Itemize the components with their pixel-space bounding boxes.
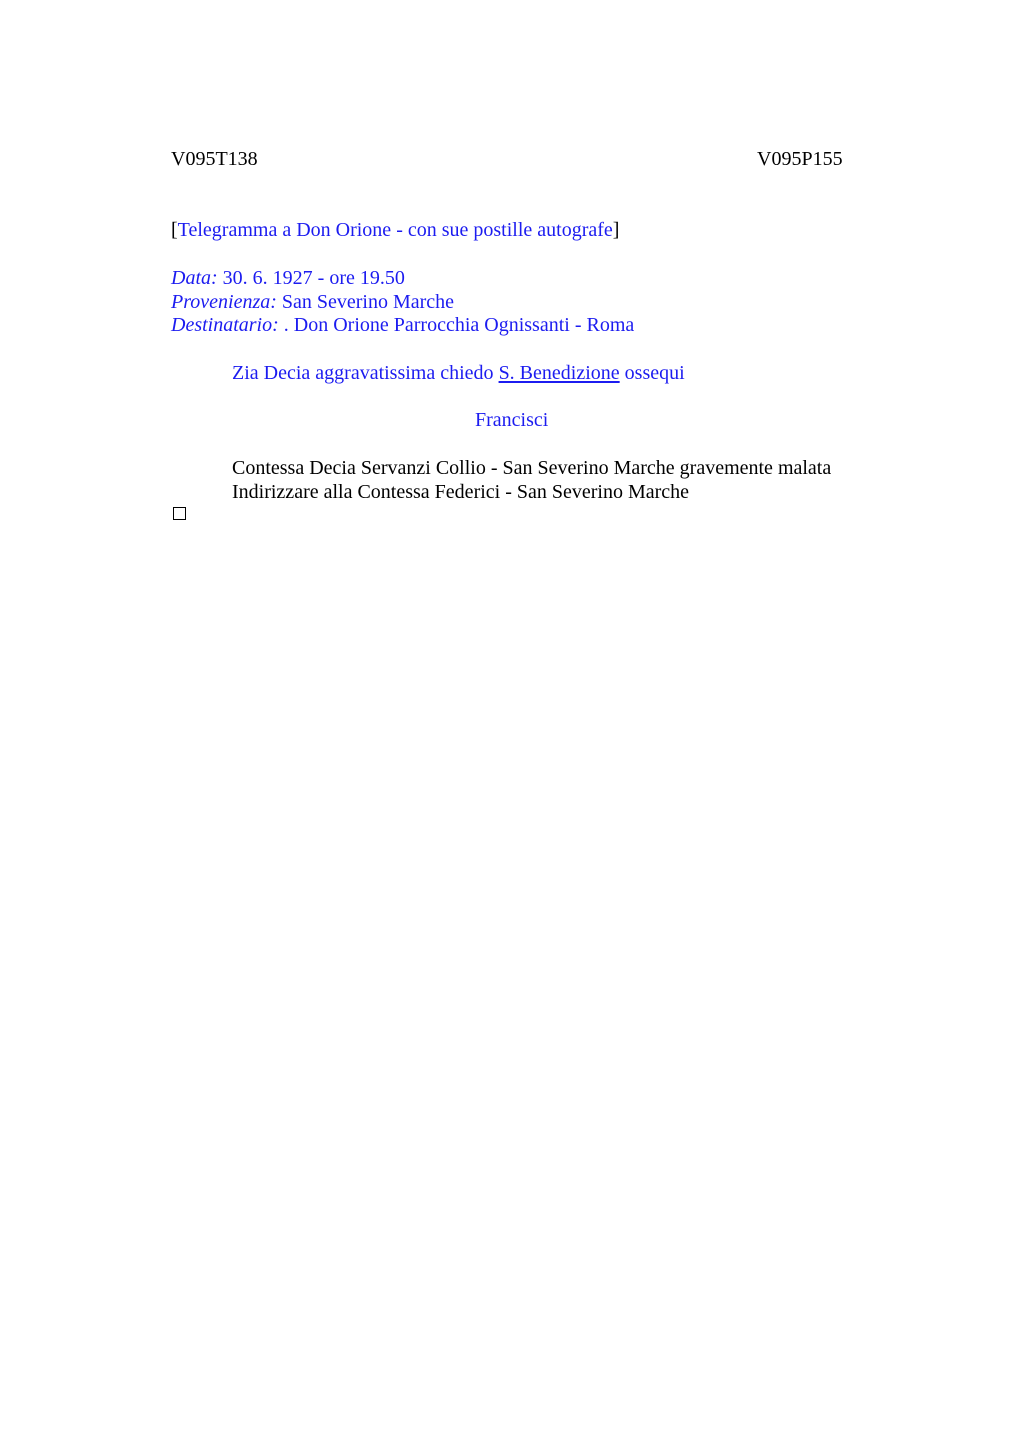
meta-data-label: Data: [171, 267, 218, 289]
message-after: ossequi [619, 362, 685, 384]
meta-destinatario-line [171, 313, 634, 337]
meta-provenienza-value: San Severino Marche [276, 291, 455, 313]
telegram-signature: Francisci [475, 409, 549, 431]
meta-destinatario-value: . Don Orione Parrocchia Ognissanti - Roma [278, 314, 635, 336]
note-line-1: Contessa Decia Servanzi Collio - San Severino Marche gravemente malata [232, 457, 832, 479]
meta-data-value: 30. 6. 1927 - ore 19.50 [217, 267, 405, 289]
document-title [171, 218, 619, 242]
title-text: Telegramma a Don Orione - con sue postille autografe [177, 219, 613, 241]
meta-provenienza-line [171, 290, 454, 314]
document-code-left: V095T138 [171, 148, 258, 170]
note-line-2: Indirizzare alla Contessa Federici - San Severino Marche [232, 481, 690, 503]
title-close-bracket: ] [612, 219, 620, 241]
meta-destinatario-label: Destinatario: [171, 314, 279, 336]
title-open-bracket: [ [171, 219, 178, 241]
telegram-message [232, 361, 685, 385]
page-code-right: V095P155 [757, 148, 843, 170]
message-underlined: S. Benedizione [498, 362, 620, 384]
meta-provenienza-label: Provenienza: [171, 291, 277, 313]
message-before: Zia Decia aggravatissima chiedo [232, 362, 499, 384]
meta-data-line [171, 266, 405, 290]
end-marker-square-icon [173, 507, 186, 520]
